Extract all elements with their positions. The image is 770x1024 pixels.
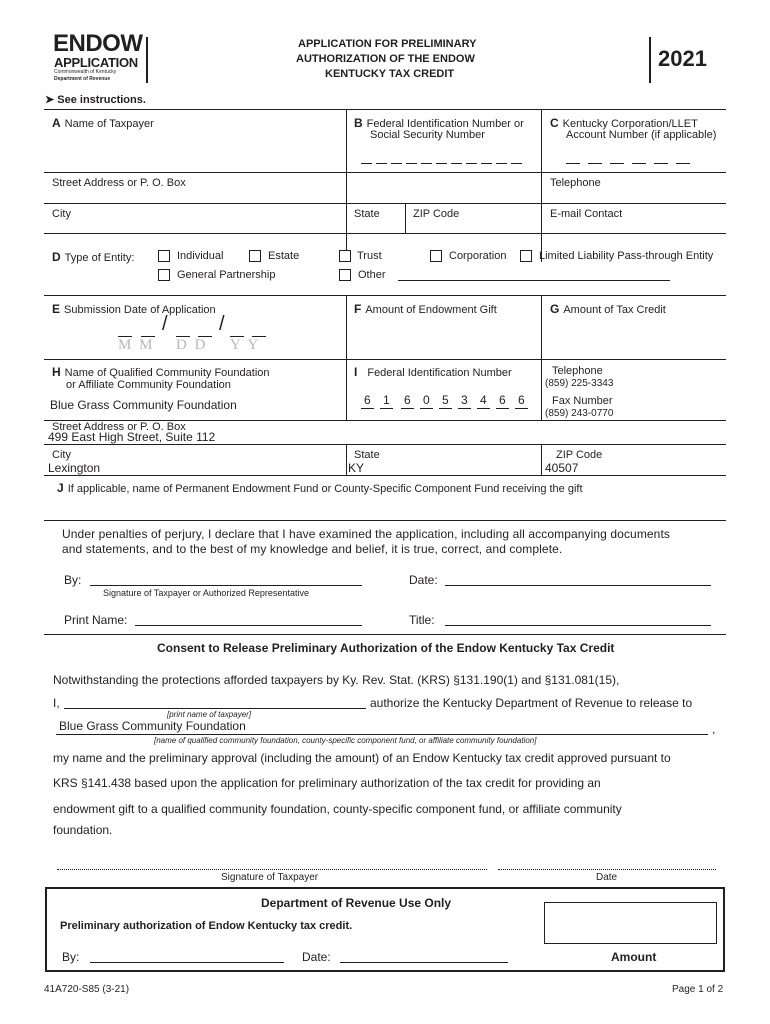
header-divider-right: [649, 37, 651, 83]
foundation-telephone-label: Telephone: [552, 365, 603, 377]
dor-amount-input[interactable]: [544, 902, 717, 944]
foundation-street-value[interactable]: 499 East High Street, Suite 112: [48, 430, 216, 444]
consent-line-2-end: authorize the Kentucky Department of Revenue to release to: [370, 696, 693, 710]
tax-credit-label: [550, 302, 666, 316]
taxpayer-signature-input[interactable]: [90, 585, 362, 586]
title-line-2: AUTHORIZATION OF THE ENDOW: [296, 53, 475, 65]
entity-type-text: Type of Entity:: [64, 252, 135, 264]
digit-slot: [401, 408, 414, 409]
consent-line-5: KRS §141.438 based upon the application for preliminary authorization of the tax credit for providing an: [53, 776, 601, 790]
rule: [44, 475, 726, 476]
llet-label-line2: Account Number (if applicable): [566, 129, 717, 141]
checkbox-trust[interactable]: [339, 250, 351, 262]
llet-label-line1: Kentucky Corporation/LLET: [562, 118, 698, 130]
fein-digit: 5: [442, 393, 449, 407]
consent-line-1: Notwithstanding the protections afforded taxpayers by Ky. Rev. Stat. (KRS) §131.190(1) and §131.081(15),: [53, 673, 620, 687]
rule-top: [44, 109, 726, 110]
logo-line-department: Department of Revenue: [54, 76, 111, 82]
fein-label-line1: Federal Identification Number or: [366, 118, 524, 130]
fein-digit: 6: [518, 393, 525, 407]
digit-slot: [588, 163, 602, 164]
consent-date-input[interactable]: [498, 869, 716, 870]
field-h-letter: H: [52, 365, 61, 379]
digit-slot: [380, 408, 393, 409]
digit-slot: [654, 163, 668, 164]
consent-line-7: foundation.: [53, 823, 113, 837]
dor-date-label: Date:: [302, 950, 331, 964]
digit-slot: [477, 408, 490, 409]
digit-slot: [361, 163, 372, 164]
foundation-telephone-value[interactable]: (859) 225-3343: [545, 378, 614, 389]
other-label: Other: [358, 269, 386, 281]
print-name-label: Print Name:: [64, 613, 128, 627]
print-name-input[interactable]: [135, 625, 362, 626]
form-number: 41A720-S85 (3-21): [44, 984, 130, 995]
col-divider: [541, 109, 542, 262]
dor-prelim-text: Preliminary authorization of Endow Kentucky tax credit.: [60, 920, 353, 932]
fein-digit: 6: [404, 393, 411, 407]
foundation-fein-text: Federal Identification Number: [367, 367, 512, 379]
date-slash: /: [162, 313, 168, 335]
dor-by-input[interactable]: [90, 962, 284, 963]
dor-heading: Department of Revenue Use Only: [261, 896, 452, 910]
fein-digit: 4: [480, 393, 487, 407]
digit-slot: [436, 163, 447, 164]
email-label: E-mail Contact: [550, 208, 623, 220]
foundation-name-value[interactable]: Blue Grass Community Foundation: [50, 398, 237, 412]
foundation-state-value[interactable]: KY: [348, 461, 365, 475]
consent-date-caption: Date: [596, 872, 618, 883]
field-g-letter: G: [550, 302, 560, 316]
foundation-city-value[interactable]: Lexington: [48, 461, 101, 475]
fein-digit: 6: [364, 393, 371, 407]
print-name-caption: [print name of taxpayer]: [167, 710, 252, 719]
digit-slot: [515, 408, 528, 409]
rule: [44, 233, 726, 234]
consent-foundation-value[interactable]: Blue Grass Community Foundation: [59, 719, 246, 733]
fein-digit: 3: [461, 393, 468, 407]
tax-credit-text: Amount of Tax Credit: [563, 304, 666, 316]
endowment-gift-label: [354, 302, 497, 316]
checkbox-llpe[interactable]: [520, 250, 532, 262]
foundation-name-text-2: or Affiliate Community Foundation: [66, 379, 231, 391]
field-a-letter: A: [52, 116, 61, 130]
dor-date-input[interactable]: [340, 962, 508, 963]
foundation-fax-label: Fax Number: [552, 395, 613, 407]
field-e-letter: E: [52, 302, 61, 316]
digit-slot: [361, 408, 374, 409]
digit-slot: [632, 163, 646, 164]
perjury-date-input[interactable]: [445, 585, 711, 586]
digit-slot: [406, 163, 417, 164]
checkbox-corporation[interactable]: [430, 250, 442, 262]
digit-slot: [391, 163, 402, 164]
consent-heading: Consent to Release Preliminary Authorization of the Endow Kentucky Tax Credit: [157, 641, 615, 655]
header-divider-left: [146, 37, 148, 83]
title-input[interactable]: [445, 625, 711, 626]
signature-caption: Signature of Taxpayer or Authorized Representative: [103, 588, 309, 598]
form-year: 2021: [658, 46, 707, 71]
consent-signature-caption: Signature of Taxpayer: [221, 872, 319, 883]
col-divider: [346, 109, 347, 262]
rule: [44, 444, 726, 445]
consent-print-name-input[interactable]: [64, 708, 366, 709]
submission-date-text: Submission Date of Application: [64, 304, 216, 316]
consent-foundation-input[interactable]: [56, 734, 708, 735]
foundation-name-text-1: Name of Qualified Community Foundation: [64, 367, 270, 379]
perjury-line-2: and statements, and to the best of my knowledge and belief, it is true, correct, and complete.: [62, 542, 563, 556]
col-divider: [541, 444, 542, 475]
by-label: By:: [64, 573, 82, 587]
corporation-label: Corporation: [449, 250, 507, 262]
rule: [44, 359, 726, 360]
foundation-zip-label: ZIP Code: [556, 449, 603, 461]
col-divider: [405, 203, 406, 233]
rule: [44, 203, 726, 204]
fein-digit: 1: [383, 393, 390, 407]
digit-slot: [458, 408, 471, 409]
logo-line-commonwealth: Commonwealth of Kentucky: [54, 69, 117, 75]
fein-digit: 6: [499, 393, 506, 407]
submission-date-label: [52, 302, 216, 316]
page-number: Page 1 of 2: [672, 984, 724, 995]
digit-slot: [466, 163, 477, 164]
fein-label-line2: Social Security Number: [370, 129, 485, 141]
see-instructions: ➤ See instructions.: [45, 94, 146, 106]
dor-by-label: By:: [62, 950, 80, 964]
foundation-zip-value[interactable]: 40507: [545, 461, 579, 475]
col-divider: [346, 444, 347, 475]
endowment-fund-text: If applicable, name of Permanent Endowment Fund or County-Specific Component Fund receiving the gift: [67, 483, 583, 495]
field-f-letter: F: [354, 302, 362, 316]
year-placeholder: Y Y: [230, 337, 261, 353]
digit-slot: [496, 408, 509, 409]
title-label: Title:: [409, 613, 435, 627]
checkbox-individual[interactable]: [158, 250, 170, 262]
field-c-label: [550, 116, 698, 130]
col-divider: [541, 295, 542, 420]
consent-line-4: my name and the preliminary approval (including the amount) of an Endow Kentucky tax credit approved pursuant to: [53, 751, 671, 765]
taxpayer-name-label: Name of Taxpayer: [64, 118, 154, 130]
llpe-label: Limited Liability Pass-through Entity: [539, 250, 714, 262]
checkbox-general-partnership[interactable]: [158, 269, 170, 281]
fein-digit: 0: [423, 393, 430, 407]
digit-slot: [610, 163, 624, 164]
dor-amount-label: Amount: [611, 950, 657, 964]
trust-label: Trust: [357, 250, 382, 262]
consent-line-2-start: I,: [53, 696, 60, 710]
general-partnership-label: General Partnership: [177, 269, 276, 281]
field-i-letter: I: [354, 365, 358, 379]
foundation-fein-label: [354, 365, 512, 379]
street-label: Street Address or P. O. Box: [52, 177, 186, 189]
col-divider: [346, 295, 347, 420]
date-slash: /: [219, 313, 225, 335]
foundation-city-label: City: [52, 449, 71, 461]
field-d-letter: D: [52, 250, 61, 264]
telephone-label: Telephone: [550, 177, 601, 189]
digit-slot: [481, 163, 492, 164]
digit-slot: [496, 163, 507, 164]
zip-label: ZIP Code: [413, 208, 460, 220]
foundation-state-label: State: [354, 449, 380, 461]
digit-slot: [421, 163, 432, 164]
rule: [44, 172, 726, 173]
month-placeholder: M M: [118, 337, 155, 353]
digit-slot: [420, 408, 433, 409]
digit-slot: [511, 163, 522, 164]
field-j-letter: J: [57, 481, 64, 495]
title-line-1: APPLICATION FOR PRELIMINARY: [298, 38, 477, 50]
endowment-fund-label: [57, 481, 583, 495]
foundation-fax-value[interactable]: (859) 243-0770: [545, 408, 614, 419]
digit-slot: [676, 163, 690, 164]
city-label: City: [52, 208, 71, 220]
digit-slot: [439, 408, 452, 409]
digit-slot: [566, 163, 580, 164]
checkbox-estate[interactable]: [249, 250, 261, 262]
consent-signature-input[interactable]: [57, 869, 487, 870]
field-a-label: [52, 116, 154, 130]
rule: [44, 295, 726, 296]
endowment-gift-text: Amount of Endowment Gift: [365, 304, 497, 316]
field-c-letter: C: [550, 116, 559, 130]
foundation-street-label: Street Address or P. O. Box: [52, 421, 186, 433]
logo-sub: APPLICATION: [54, 55, 138, 70]
checkbox-other[interactable]: [339, 269, 351, 281]
logo-main: ENDOW: [53, 30, 143, 57]
field-b-label: [354, 116, 524, 130]
field-b-letter: B: [354, 116, 363, 130]
consent-comma: ,: [712, 722, 716, 736]
entity-type-label: [52, 250, 134, 264]
perjury-line-1: Under penalties of perjury, I declare that I have examined the application, including all accompanying documents: [62, 527, 670, 541]
perjury-date-label: Date:: [409, 573, 438, 587]
endowment-fund-input[interactable]: [44, 520, 726, 521]
individual-label: Individual: [177, 250, 224, 262]
digit-slot: [451, 163, 462, 164]
foundation-caption: [name of qualified community foundation, county-specific component fund, or affiliate community foundation]: [154, 736, 537, 745]
day-placeholder: D D: [176, 337, 208, 353]
digit-slot: [376, 163, 387, 164]
state-label: State: [354, 208, 380, 220]
title-line-3: KENTUCKY TAX CREDIT: [325, 68, 455, 80]
estate-label: Estate: [268, 250, 300, 262]
other-entity-input[interactable]: [398, 280, 670, 281]
consent-line-6: endowment gift to a qualified community foundation, county-specific component fund, or affiliate community: [53, 802, 622, 816]
foundation-name-label: [52, 365, 270, 379]
rule: [44, 634, 726, 635]
